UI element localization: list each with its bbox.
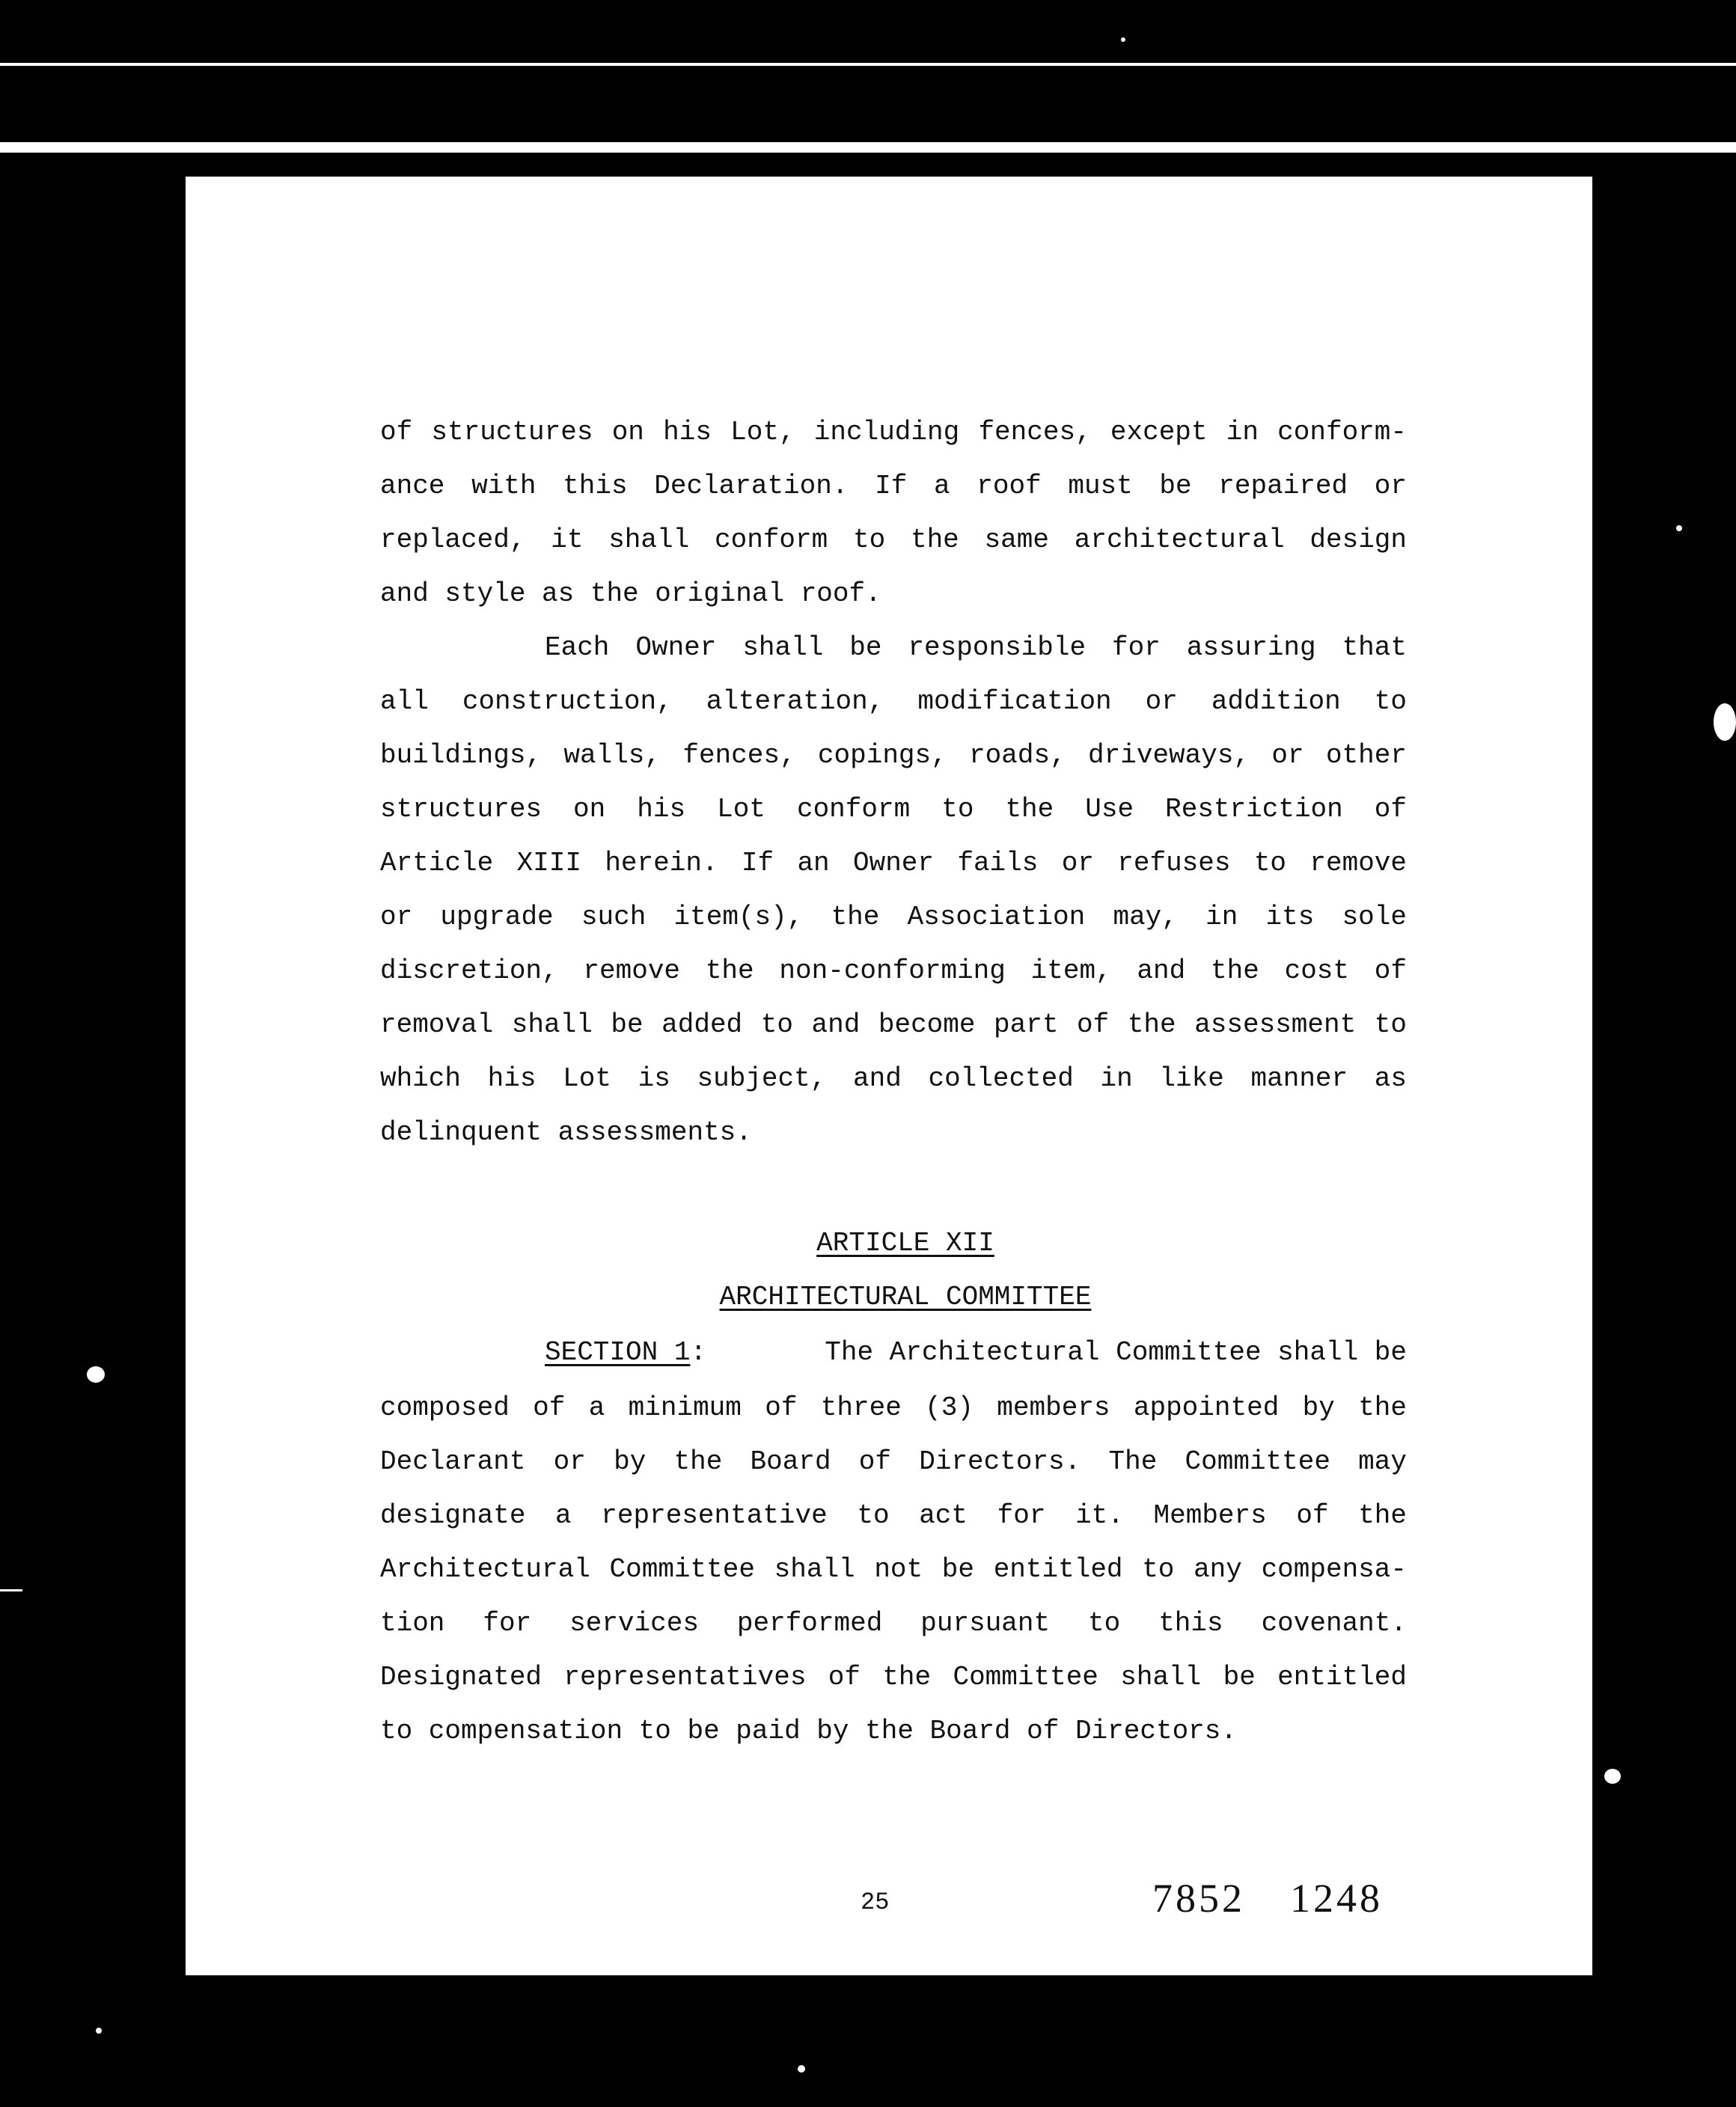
book-page-number: 1248 <box>1290 1876 1383 1921</box>
scan-speck <box>0 1589 22 1591</box>
article-title: ARCHITECTURAL COMMITTEE <box>719 1282 1092 1312</box>
section-1-line-5: Architectural Committee shall not be entitled to any compensa- <box>380 1554 1407 1585</box>
paragraph-2-line-1: Each Owner shall be responsible for assuring that <box>545 632 1407 663</box>
second-rule <box>0 142 1736 153</box>
scan-speck <box>1604 1769 1621 1784</box>
page-number: 25 <box>861 1889 890 1916</box>
top-rule <box>0 63 1736 66</box>
paragraph-2-line-7: discretion, remove the non-conforming item, and the cost of <box>380 955 1407 986</box>
section-1-line-2: composed of a minimum of three (3) members appointed by the <box>380 1392 1407 1423</box>
paragraph-2-line-8: removal shall be added to and become part of the assessment to <box>380 1009 1407 1040</box>
scan-speck <box>1714 703 1736 741</box>
scan-speck <box>1121 37 1125 42</box>
section-1-line-6: tion for services performed pursuant to this covenant. <box>380 1608 1407 1639</box>
paragraph-2-line-3: buildings, walls, fences, copings, roads, driveways, or other <box>380 740 1407 771</box>
paragraph-2-line-2: all construction, alteration, modification or addition to <box>380 686 1407 717</box>
paragraph-1-line-4: and style as the original roof. <box>380 578 881 609</box>
section-1-first-line <box>545 1333 1407 1372</box>
paragraph-2-line-4: structures on his Lot conform to the Use Restriction of <box>380 794 1407 825</box>
paragraph-1-line-3: replaced, it shall conform to the same architectural design <box>380 525 1407 555</box>
paragraph-2-line-10: delinquent assessments. <box>380 1117 752 1148</box>
paragraph-2-line-9: which his Lot is subject, and collected in like manner as <box>380 1063 1407 1094</box>
paragraph-2-line-6: or upgrade such item(s), the Association may, in its sole <box>380 902 1407 932</box>
scan-speck <box>1676 525 1682 531</box>
section-1-label-wrap: SECTION 1: <box>545 1337 707 1368</box>
section-1-first-line-text: The Architectural Committee shall be <box>825 1337 1407 1368</box>
scan-speck <box>798 2065 805 2073</box>
section-1-line-4: designate a representative to act for it. Members of the <box>380 1500 1407 1531</box>
paragraph-1-line-2: ance with this Declaration. If a roof must be repaired or <box>380 471 1407 501</box>
recording-stamp <box>1152 1875 1383 1921</box>
section-1-line-8: to compensation to be paid by the Board of Directors. <box>380 1716 1237 1746</box>
article-heading: ARTICLE XII <box>816 1228 994 1259</box>
section-1-line-7: Designated representatives of the Committee shall be entitled <box>380 1662 1407 1692</box>
scan-speck <box>96 2028 102 2034</box>
book-number: 7852 <box>1152 1876 1245 1921</box>
section-1-line-3: Declarant or by the Board of Directors. The Committee may <box>380 1446 1407 1477</box>
scan-speck <box>87 1366 105 1383</box>
paragraph-2-line-5: Article XIII herein. If an Owner fails or refuses to remove <box>380 848 1407 878</box>
section-1-label: SECTION 1 <box>545 1337 691 1368</box>
paragraph-1-line-1: of structures on his Lot, including fences, except in conform- <box>380 417 1407 447</box>
